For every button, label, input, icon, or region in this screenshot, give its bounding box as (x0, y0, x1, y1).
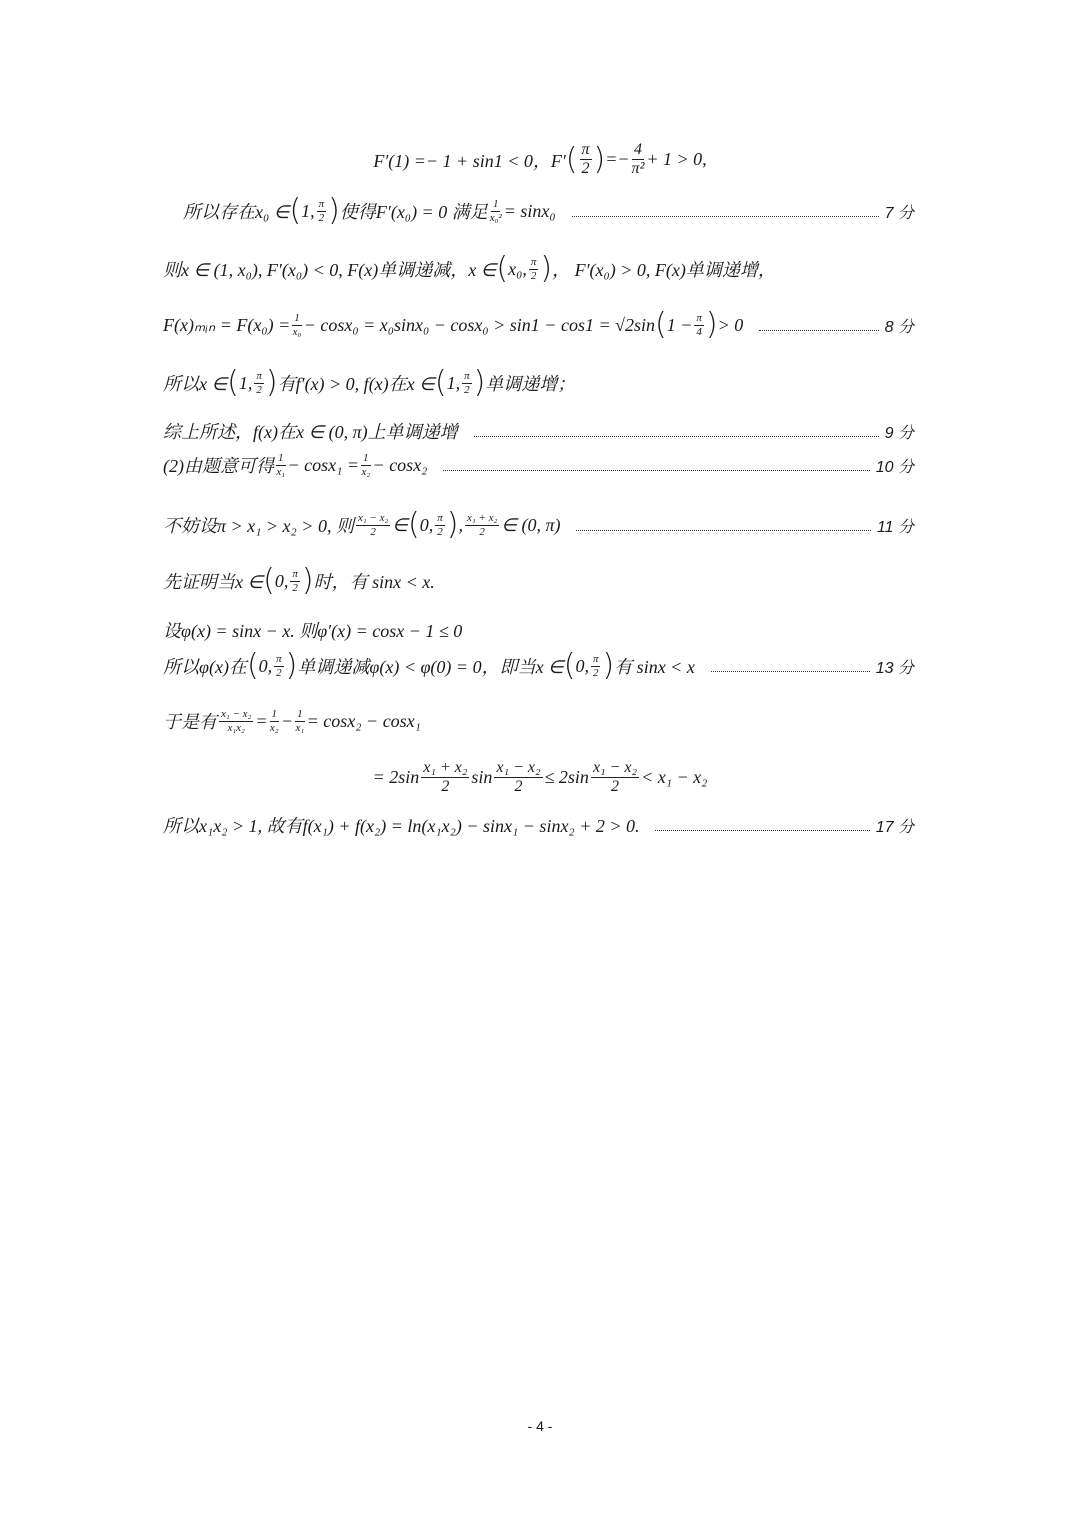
text: > 0 (717, 314, 744, 335)
paren-close: ) (301, 563, 314, 598)
text: F(x)ₘᵢₙ = F(x₀) = (163, 314, 291, 335)
text: = 2sin (372, 767, 420, 787)
text: 所以φ(x)在 (163, 657, 247, 677)
text: , (458, 514, 463, 535)
paren-open: ( (654, 307, 667, 342)
text: ， F′(x₀) > 0, F(x)单调递增， (552, 260, 776, 280)
fraction-pi-over-2: $\frac{\pi}{2}$ (256, 369, 262, 396)
equation-line-4 (163, 307, 914, 342)
paren-open: ( (263, 563, 275, 598)
score: 7 分 (884, 204, 914, 222)
equation-line-7 (163, 452, 914, 478)
text: − cosx₂ (372, 454, 428, 475)
paren-close: ) (285, 648, 298, 683)
equation-line-1 (0, 142, 1080, 177)
paren-open: ( (407, 507, 420, 542)
text: (2)由题意可得 (163, 456, 274, 476)
text: + 1 > 0, (646, 149, 707, 169)
paren-close: ) (265, 365, 278, 400)
text: F′(1) =− 1 + sin1 < 0，F′ (373, 150, 566, 171)
fraction-pi-over-2: $\frac{\pi}{2}$ (530, 255, 537, 282)
equation-line-14 (163, 812, 914, 838)
fraction-x1-minus-x2-over-2: $\frac{\text{x₁ − x₂}}{2}$ (496, 759, 541, 795)
text: − (281, 710, 294, 731)
equation-line-6 (163, 418, 914, 444)
text: 有f′(x) > 0, f(x)在x ∈ (277, 374, 435, 394)
text: − cosx₁ = (287, 454, 360, 475)
fraction-pi-over-2: $\frac{\pi}{2}$ (292, 567, 298, 594)
fraction-pi-over-2: $\frac{\pi}{2}$ (464, 369, 470, 396)
equation-line-2 (183, 193, 914, 228)
fraction-x1-minus-x2-over-x1x2: $\frac{\text{x₁ − x₂}}{\text{x₁x₂}}$ (221, 707, 252, 734)
paren-close: ) (473, 365, 486, 400)
text: 1, (301, 200, 315, 221)
paren-open: ( (246, 648, 259, 683)
fraction-1-over-x1: $\frac{1}{\text{x₁}}$ (276, 451, 286, 478)
text: 1, (238, 372, 253, 393)
text: 综上所述，f(x)在x ∈ (0, π)上单调递增 (163, 422, 458, 442)
leader-dots (474, 436, 879, 437)
fraction-pi-over-4: $\frac{\pi}{4}$ (696, 311, 702, 338)
paren-open: ( (496, 251, 509, 286)
equation-line-10 (163, 617, 914, 643)
fraction-x1-minus-x2-over-2: $\frac{\text{x₁ − x₂}}{2}$ (357, 511, 389, 538)
paren-open: ( (565, 141, 578, 177)
text: = (255, 710, 268, 731)
page-number: - 4 - (527, 1418, 553, 1434)
text: ∈ (0, π) (501, 514, 561, 535)
paren-open: ( (434, 365, 447, 400)
fraction-x1-minus-x2-over-2: $\frac{\text{x₁ − x₂}}{2}$ (592, 759, 638, 795)
equation-line-3 (163, 251, 914, 286)
text: − cosx₀ = x₀sinx₀ − cosx₀ > sin1 − cos1 = √2sin (303, 314, 655, 335)
paren-open: ( (227, 365, 239, 400)
text: 1 − (666, 314, 693, 335)
score: 17 分 (875, 818, 914, 836)
text: 设φ(x) = sinx − x. 则φ′(x) = cosx − 1 ≤ 0 (163, 621, 463, 641)
text: 则x ∈ (1, x₀), F′(x₀) < 0, F(x)单调递减，x ∈ (163, 260, 497, 280)
equation-line-12 (163, 708, 914, 734)
leader-dots (572, 216, 879, 217)
text: 0, (258, 655, 273, 676)
equation-line-5 (163, 365, 914, 400)
fraction-1-over-x2: $\frac{1}{\text{x₂}}$ (269, 707, 279, 734)
text: ∈ (392, 514, 408, 535)
text: 1, (446, 372, 461, 393)
paren-close: ) (446, 507, 459, 542)
fraction-1-over-x2: $\frac{1}{\text{x₂}}$ (361, 451, 371, 478)
text: 有 sinx < x (614, 657, 695, 677)
score: 10 分 (875, 458, 914, 476)
fraction-1-over-x0-squared: $\frac{1}{\text{x₀²}}$ (489, 197, 502, 224)
text: ≤ 2sin (544, 767, 589, 787)
text: 使得F′(x₀) = 0 满足 (339, 202, 488, 222)
text: 单调递减φ(x) < φ(0) = 0，即当x ∈ (297, 657, 564, 677)
text: = cosx₂ − cosx₁ (306, 710, 421, 731)
leader-dots (711, 671, 870, 672)
fraction-pi-over-2: $\frac{\pi}{2}$ (276, 652, 282, 679)
text: 所以x₁x₂ > 1, 故有f(x₁) + f(x₂) = ln(x₁x₂) − sinx₁ − sinx₂ + 2 > 0. (163, 816, 640, 836)
fraction-x1-plus-x2-over-2: $\frac{\text{x₁ + x₂}}{2}$ (466, 511, 498, 538)
fraction-1-over-x1: $\frac{1}{\text{x₁}}$ (295, 707, 305, 734)
paren-open: ( (563, 648, 576, 683)
text: 不妨设π > x₁ > x₂ > 0, 则 (163, 516, 354, 536)
paren-close: ) (328, 193, 340, 228)
leader-dots (576, 530, 870, 531)
fraction-4-over-pi-squared: $\frac{4}{\text{π²}}$ (631, 141, 645, 177)
equation-line-8 (163, 507, 914, 542)
fraction-x1-plus-x2-over-2: $\frac{\text{x₁ + x₂}}{2}$ (423, 759, 468, 795)
paren-close: ) (705, 307, 718, 342)
equation-line-9 (163, 563, 914, 598)
score: 8 分 (884, 318, 914, 336)
text: sin (471, 767, 493, 787)
leader-dots (443, 470, 869, 471)
text: 单调递增； (485, 374, 576, 394)
paren-close: ) (540, 251, 553, 286)
text: =− (605, 149, 630, 169)
fraction-1-over-x0: $\frac{1}{\text{x₀}}$ (292, 311, 302, 338)
text: 所以存在x₀ ∈ (183, 202, 290, 222)
text: 0, (419, 514, 434, 535)
score: 13 分 (875, 659, 914, 677)
text: = sinx₀ (503, 200, 556, 221)
text: 0, (274, 570, 289, 591)
text: 于是有 (163, 712, 217, 732)
score: 9 分 (884, 424, 914, 442)
text: 0, (575, 655, 589, 676)
text: < x₁ − x₂ (641, 767, 708, 787)
paren-open: ( (289, 193, 302, 228)
fraction-pi-over-2: $\frac{\pi}{2}$ (592, 652, 599, 679)
paren-close: ) (593, 141, 606, 177)
paren-close: ) (602, 648, 615, 683)
leader-dots (759, 330, 878, 331)
fraction-pi-over-2: $\frac{\pi}{2}$ (318, 197, 325, 224)
score: 11 分 (876, 518, 914, 536)
equation-line-11 (163, 648, 914, 683)
text: 所以x ∈ (163, 374, 228, 394)
equation-line-13 (0, 760, 1080, 795)
fraction-pi-over-2: $\frac{\pi}{2}$ (581, 141, 590, 177)
text: 时，有 sinx < x. (313, 572, 435, 592)
text: 先证明当x ∈ (163, 572, 264, 592)
leader-dots (655, 830, 869, 831)
text: x₀, (508, 258, 527, 279)
fraction-pi-over-2: $\frac{\pi}{2}$ (437, 511, 443, 538)
